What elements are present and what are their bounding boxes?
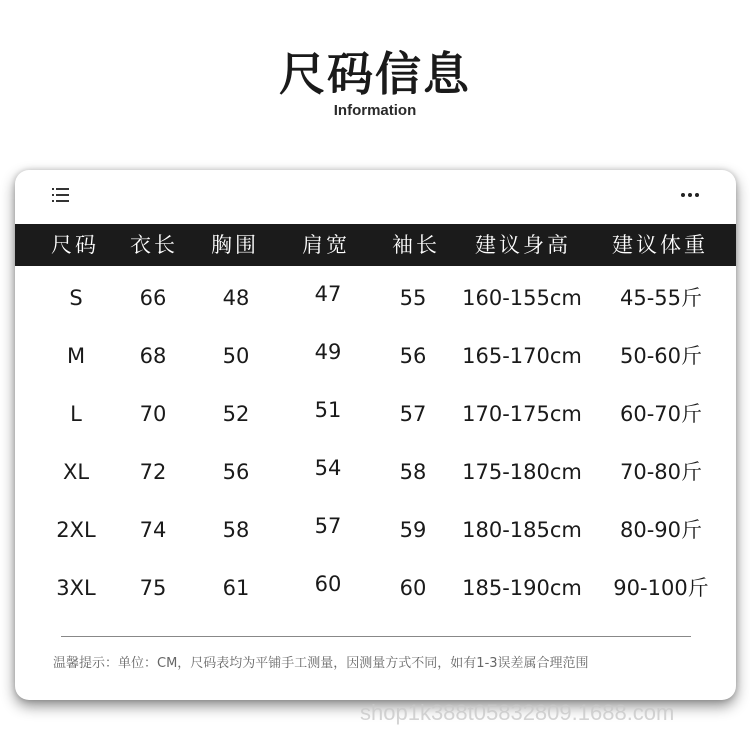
divider — [61, 636, 691, 637]
cell-chest: 56 — [222, 460, 250, 484]
watermark: shop1k388t05832809.1688.com — [360, 700, 675, 725]
cell-sleeve: 60 — [399, 576, 427, 600]
header-height: 建议身高 — [475, 233, 571, 257]
cell-weight: 80-90斤 — [619, 518, 703, 542]
cell-length: 66 — [139, 286, 167, 310]
cell-size: S — [69, 286, 83, 310]
cell-weight: 70-80斤 — [619, 460, 703, 484]
cell-chest: 58 — [222, 518, 250, 542]
cell-chest: 61 — [222, 576, 250, 600]
header-length: 衣长 — [130, 233, 178, 257]
cell-length: 68 — [139, 344, 167, 368]
cell-size: 2XL — [56, 518, 96, 542]
cell-shoulder: 60 — [314, 572, 342, 596]
cell-length: 75 — [139, 576, 167, 600]
menu-icon[interactable] — [51, 186, 71, 204]
cell-size: L — [70, 402, 82, 426]
cell-weight: 60-70斤 — [619, 402, 703, 426]
cell-size: 3XL — [56, 576, 96, 600]
cell-shoulder: 49 — [314, 340, 342, 364]
cell-weight: 50-60斤 — [619, 344, 703, 368]
page-subtitle: Information — [333, 102, 417, 119]
cell-shoulder: 54 — [314, 456, 342, 480]
header-size: 尺码 — [51, 233, 99, 257]
header-shoulder: 肩宽 — [302, 233, 350, 257]
page-title: 尺码信息 — [279, 47, 471, 101]
size-chart-card — [15, 170, 736, 700]
cell-chest: 52 — [222, 402, 250, 426]
cell-shoulder: 47 — [314, 282, 342, 306]
cell-length: 70 — [139, 402, 167, 426]
table-header — [15, 224, 736, 266]
cell-sleeve: 59 — [399, 518, 427, 542]
header-weight: 建议体重 — [612, 233, 708, 257]
header-chest: 胸围 — [211, 233, 259, 257]
cell-sleeve: 57 — [399, 402, 427, 426]
cell-chest: 50 — [222, 344, 250, 368]
cell-weight: 90-100斤 — [613, 576, 709, 600]
cell-height: 170-175cm — [462, 402, 582, 426]
cell-sleeve: 56 — [399, 344, 427, 368]
cell-shoulder: 51 — [314, 398, 342, 422]
cell-height: 160-155cm — [462, 286, 582, 310]
cell-size: M — [66, 344, 86, 368]
cell-sleeve: 58 — [399, 460, 427, 484]
cell-weight: 45-55斤 — [619, 286, 703, 310]
header-sleeve: 袖长 — [392, 233, 440, 257]
cell-height: 165-170cm — [462, 344, 582, 368]
cell-chest: 48 — [222, 286, 250, 310]
cell-height: 185-190cm — [462, 576, 582, 600]
cell-height: 180-185cm — [462, 518, 582, 542]
cell-shoulder: 57 — [314, 514, 342, 538]
cell-height: 175-180cm — [462, 460, 582, 484]
cell-length: 74 — [139, 518, 167, 542]
cell-sleeve: 55 — [399, 286, 427, 310]
cell-length: 72 — [139, 460, 167, 484]
cell-size: XL — [62, 460, 90, 484]
more-icon[interactable] — [679, 184, 703, 202]
measurement-note: 温馨提示：单位：CM，尺码表均为平铺手工测量，因测量方式不同，如有1-3误差属合理范围 — [53, 656, 589, 671]
